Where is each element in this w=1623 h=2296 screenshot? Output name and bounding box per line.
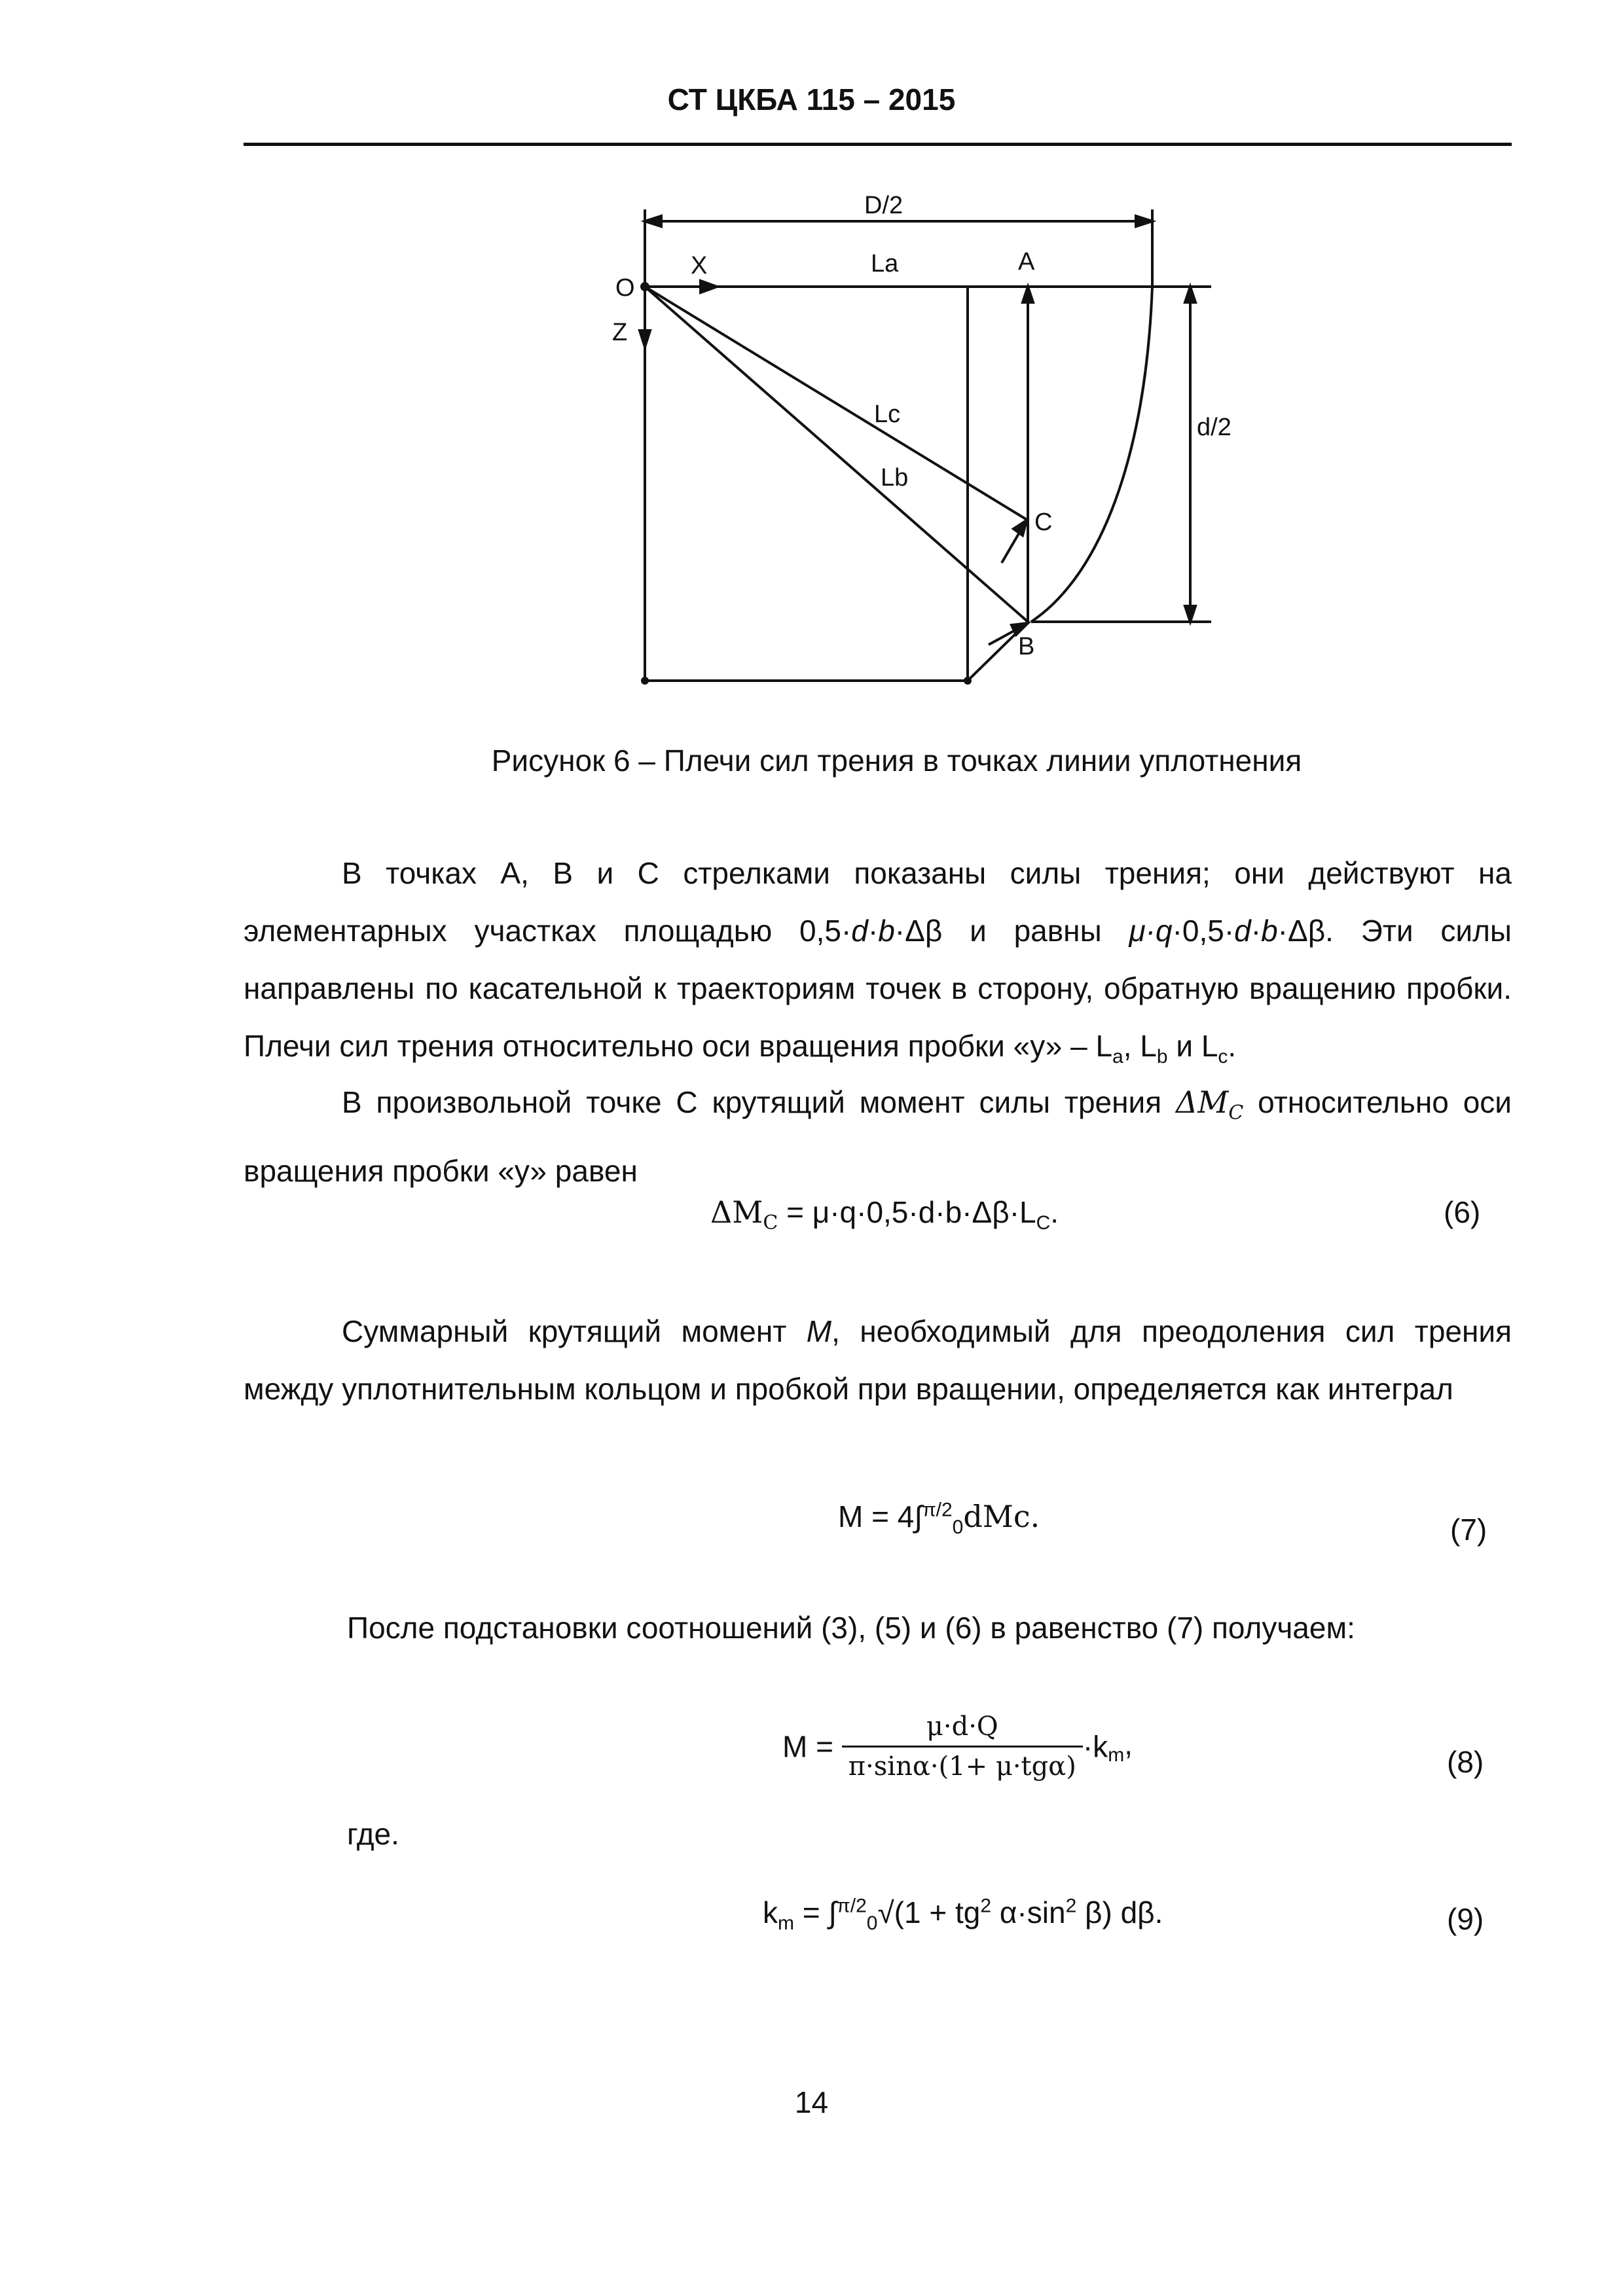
label-d-half: D/2 bbox=[864, 192, 903, 219]
friction-arms-figure bbox=[0, 0, 1623, 733]
lb-line bbox=[645, 287, 1028, 622]
paragraph-torque-point-c: В произвольной точке С крутящий момент силы трения $\Delta M_C$ относительно оси вращения пробки «у» равен bbox=[244, 1085, 1512, 1189]
label-point-c: C bbox=[1034, 509, 1053, 536]
equation-9: $k_m = \int^{\pi/2}_0√(1 + tg^2$ $\alpha\cdot\sin^2$ β) dβ. bbox=[763, 1895, 1163, 1935]
equation-6: $\Delta M_C = \mu\cdot q\cdot 0,5\cdot d\cdot b\cdot\Delta\beta\cdot L_C$. bbox=[710, 1194, 1059, 1235]
paragraph-friction-forces: В точках А, В и С стрелками показаны силы трения; они действуют на элементарных участках площадью 0,5·d·b·Δβ и равны μ·q·0,5·d·b·Δβ. Эти силы направлены по касательной к траекториям точек в сторону, обратную вращению пробки. Плечи сил трения относительно оси вращения пробки «у» – $L_a$, $L_b$ и $L_c$. bbox=[244, 856, 1512, 1068]
paragraph-total-torque: Суммарный крутящий момент M, необходимый для преодоления сил трения между уплотнительным кольцом и пробкой при вращении, определяется как интеграл bbox=[244, 1314, 1512, 1406]
label-point-a: A bbox=[1018, 248, 1035, 276]
lc-line bbox=[645, 287, 1028, 520]
page-number: 14 bbox=[794, 2085, 829, 2119]
where-label: где. bbox=[347, 1817, 399, 1851]
equation-8-number: (8) bbox=[1447, 1745, 1484, 1779]
equation-7: M = 4∫$^{\pi/2}_0$dMc. bbox=[838, 1499, 1040, 1539]
label-d-half-small: d/2 bbox=[1197, 414, 1231, 441]
label-point-b: B bbox=[1018, 633, 1035, 660]
equation-8-denominator: π·sinα·(1+ μ·tgα) bbox=[848, 1751, 1076, 1782]
figure-caption: Рисунок 6 – Плечи сил трения в точках линии уплотнения bbox=[491, 744, 1302, 778]
equation-6-number: (6) bbox=[1444, 1195, 1481, 1229]
label-x-axis: X bbox=[691, 252, 708, 279]
seal-line-curve bbox=[1031, 287, 1152, 622]
label-z-axis: Z bbox=[612, 319, 628, 346]
paragraph-substitution: После подстановки соотношений (3), (5) и (6) в равенство (7) получаем: bbox=[347, 1611, 1355, 1645]
label-lc: Lc bbox=[874, 401, 901, 428]
equation-9-number: (9) bbox=[1447, 1902, 1484, 1936]
document-header: СТ ЦКБА 115 – 2015 bbox=[667, 82, 956, 117]
label-la: La bbox=[871, 250, 899, 278]
label-origin: O bbox=[615, 274, 635, 302]
equation-8: M = $\frac{\mu\cdot d\cdot Q}{\text{π·sinα·(1+ μ·tgα)}}$ $\cdot k_m$, bbox=[782, 1712, 1133, 1782]
label-lb: Lb bbox=[881, 464, 909, 492]
equation-8-numerator: μ·d·Q bbox=[842, 1712, 1083, 1748]
equation-7-number: (7) bbox=[1450, 1513, 1487, 1547]
